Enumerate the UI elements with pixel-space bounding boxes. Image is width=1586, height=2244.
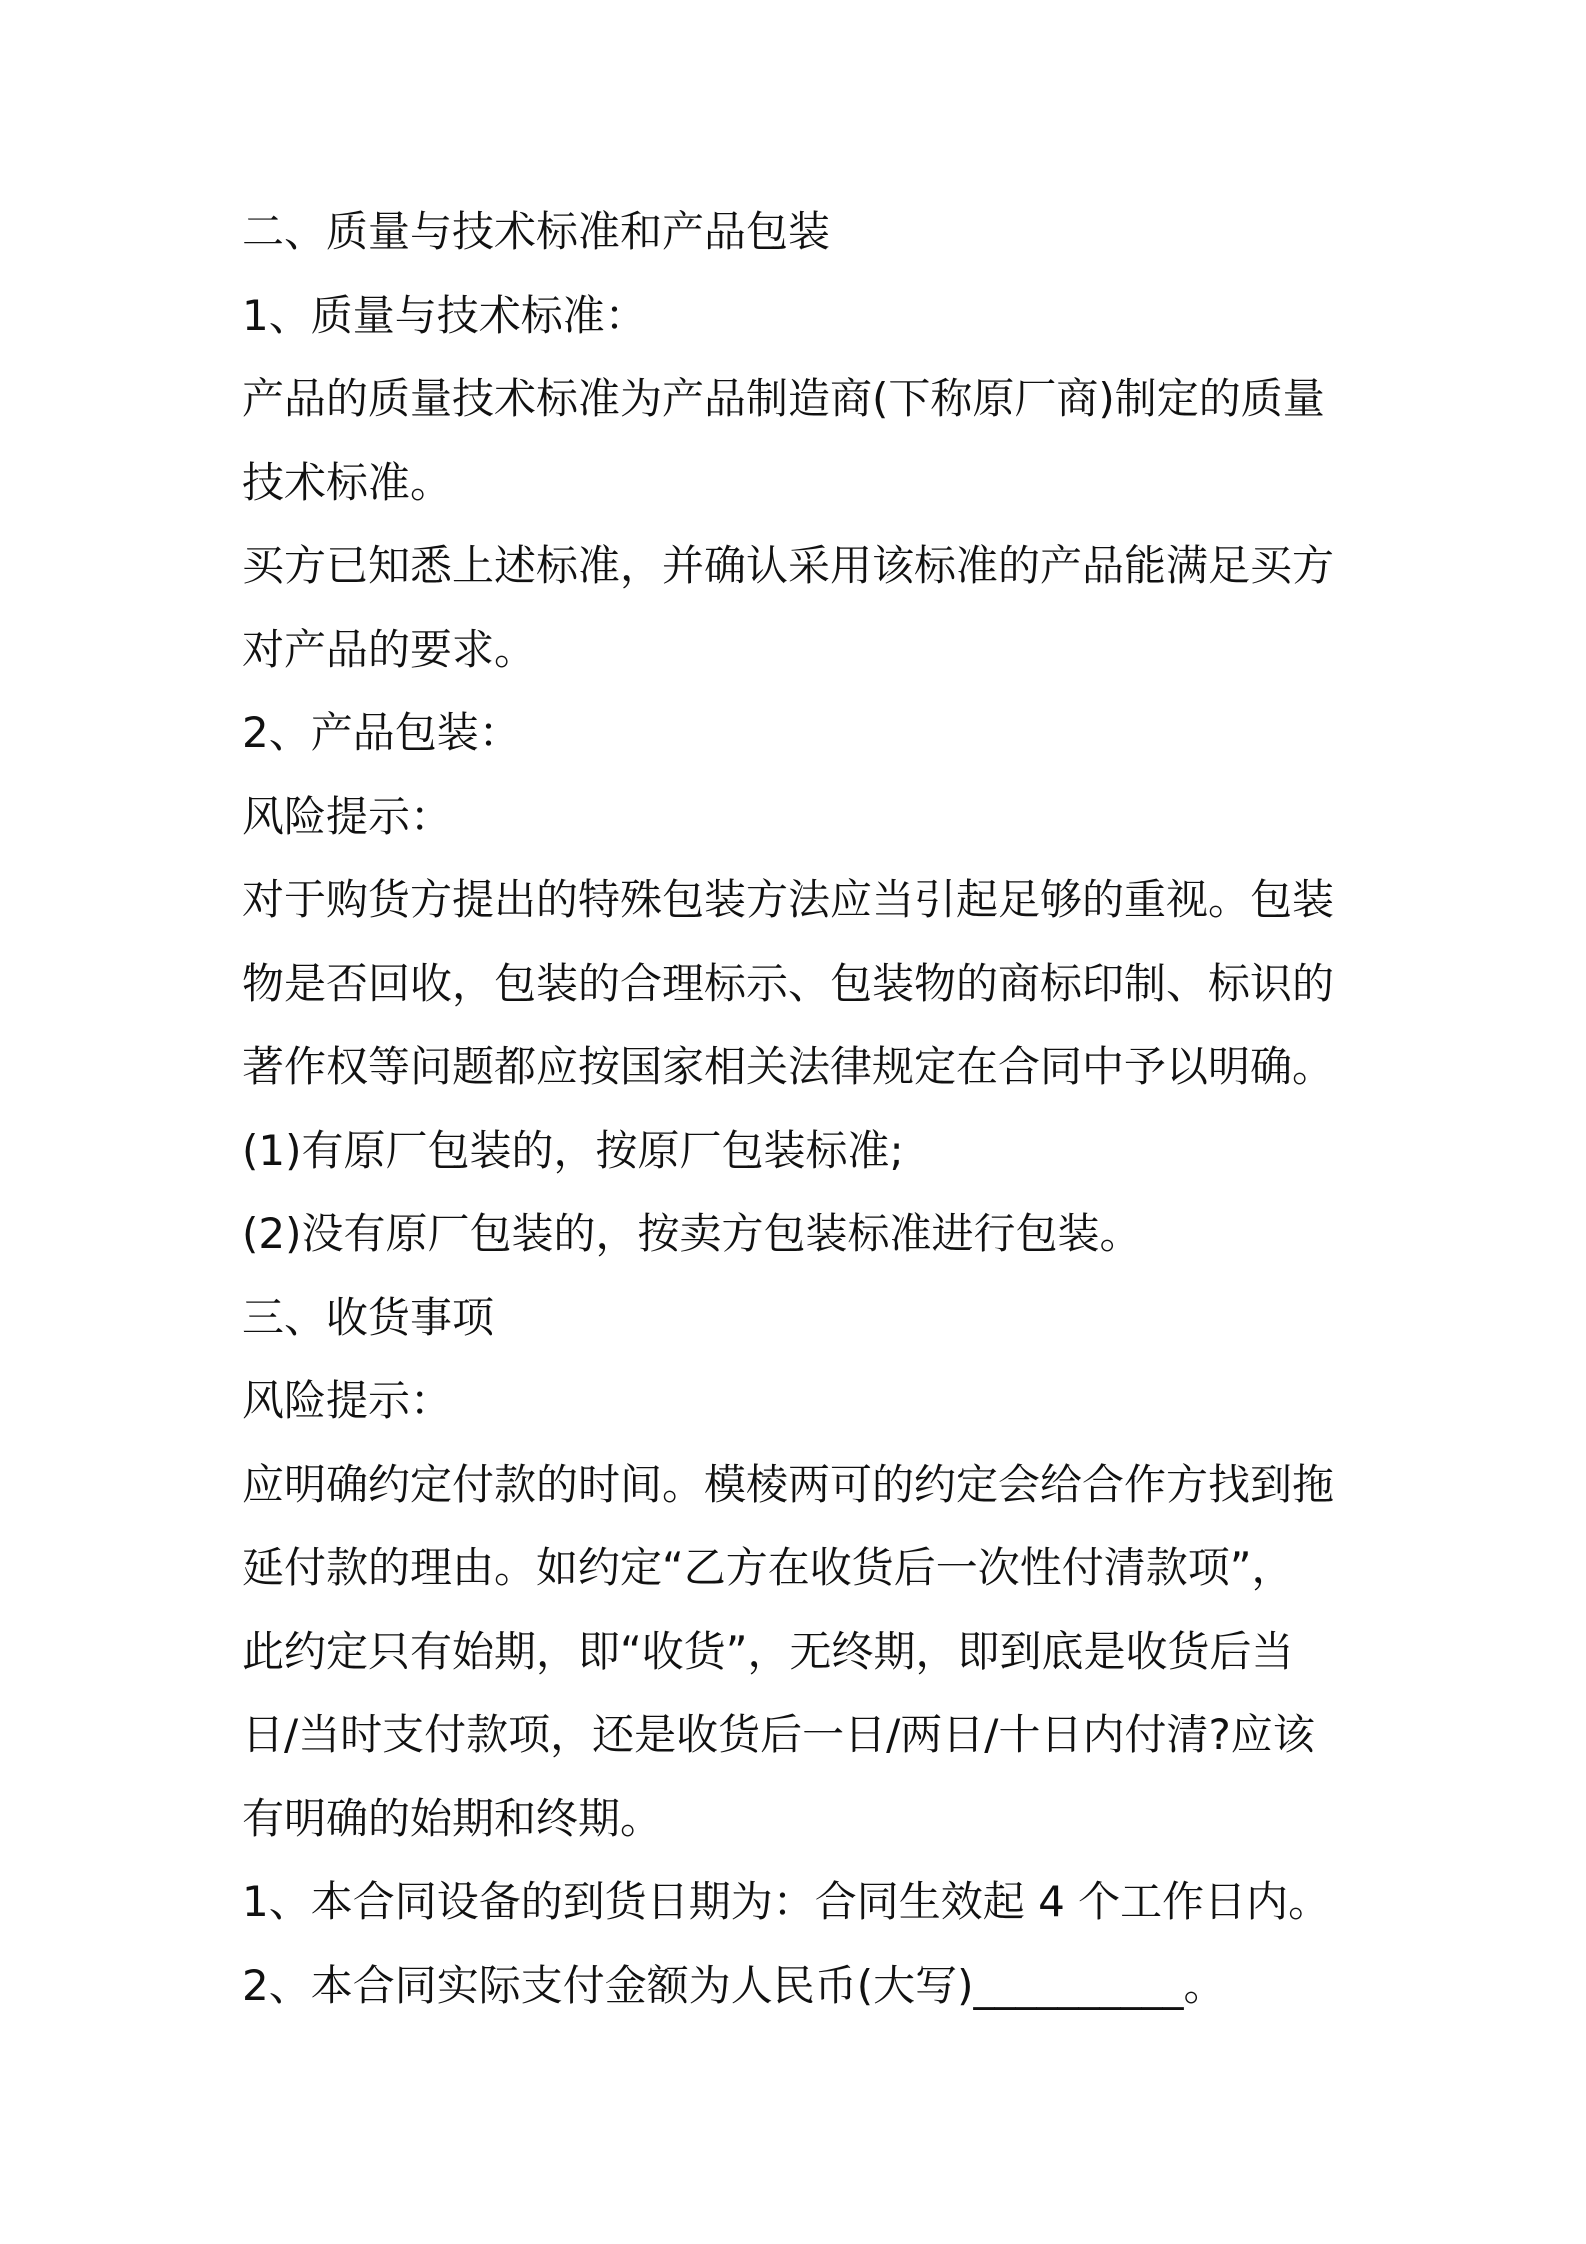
section-heading-receipt: 三、收货事项	[242, 1292, 495, 1342]
paragraph-line: 有明确的始期和终期。	[242, 1793, 663, 1843]
paragraph-line: 日/当时支付款项，还是收货后一日/两日/十日内付清?应该	[242, 1710, 1315, 1759]
paragraph-line: 买方已知悉上述标准，并确认采用该标准的产品能满足买方	[242, 541, 1335, 590]
clause-item: 1、本合同设备的到货日期为：合同生效起 4 个工作日内。	[242, 1877, 1331, 1926]
list-item: (1)有原厂包装的，按原厂包装标准;	[242, 1125, 904, 1175]
paragraph-line: 对于购货方提出的特殊包装方法应当引起足够的重视。包装	[242, 875, 1335, 924]
subheading-packaging: 2、产品包装：	[242, 708, 521, 757]
paragraph-line: 应明确约定付款的时间。模棱两可的约定会给合作方找到拖	[242, 1459, 1335, 1509]
subheading-quality-standard: 1、质量与技术标准：	[242, 290, 647, 340]
risk-notice-label: 风险提示：	[242, 791, 453, 841]
document-page	[242, 190, 1362, 2027]
section-heading-quality: 二、质量与技术标准和产品包装	[242, 207, 831, 256]
paragraph-line: 此约定只有始期，即“收货”，无终期，即到底是收货后当	[242, 1626, 1294, 1676]
paragraph-line: 著作权等问题都应按国家相关法律规定在合同中予以明确。	[242, 1042, 1335, 1091]
list-item: (2)没有原厂包装的，按卖方包装标准进行包装。	[242, 1209, 1142, 1258]
paragraph-line: 产品的质量技术标准为产品制造商(下称原厂商)制定的质量	[242, 374, 1325, 423]
paragraph-line: 对产品的要求。	[242, 624, 537, 674]
clause-item: 2、本合同实际支付金额为人民币(大写)__________。	[242, 1960, 1226, 2010]
paragraph-line: 技术标准。	[242, 457, 453, 507]
paragraph-line: 延付款的理由。如约定“乙方在收货后一次性付清款项”，	[242, 1543, 1294, 1592]
paragraph-line: 物是否回收，包装的合理标示、包装物的商标印制、标识的	[242, 958, 1335, 1008]
risk-notice-label: 风险提示：	[242, 1376, 453, 1425]
